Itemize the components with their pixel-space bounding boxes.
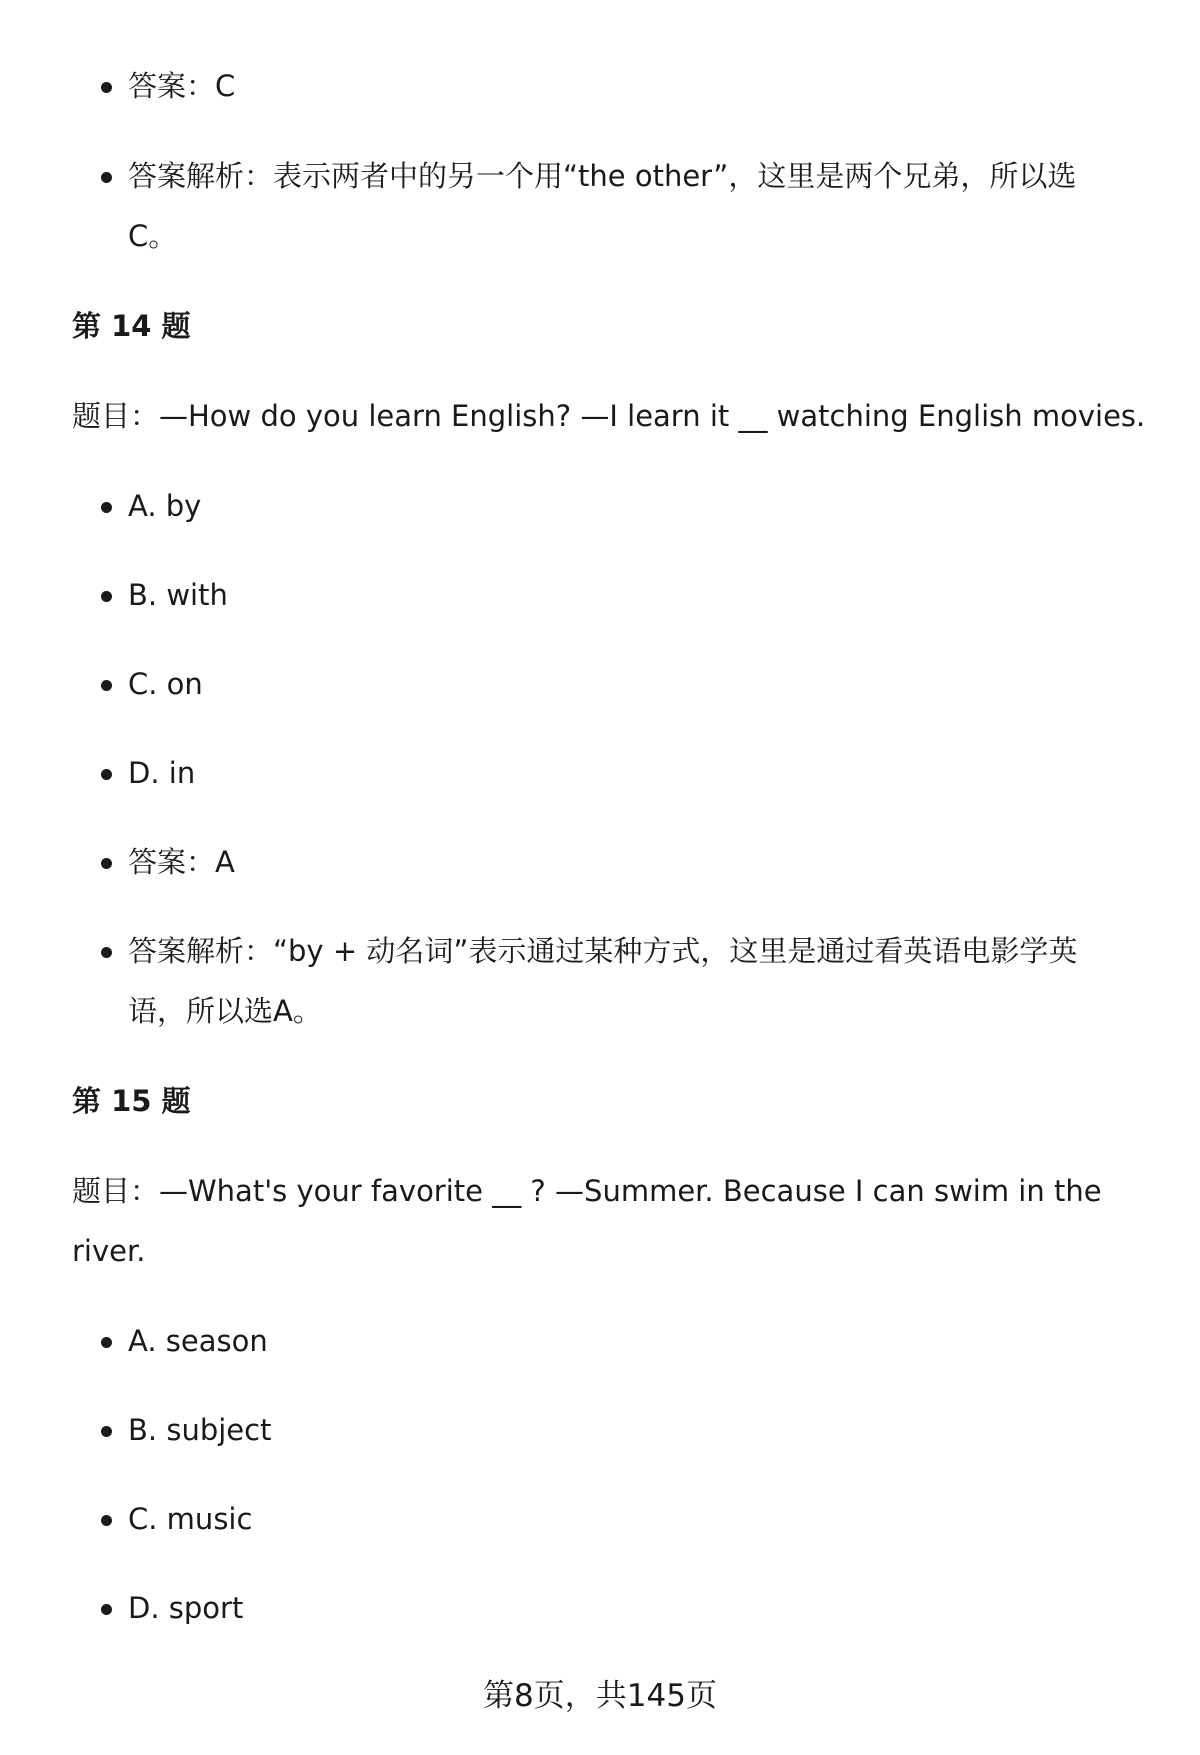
explanation-continuation: C。 [128, 219, 178, 253]
option-label: C. on [128, 667, 203, 701]
bullet-icon [101, 1604, 112, 1615]
bullet-icon [101, 172, 112, 183]
page-indicator: 第8页，共145页 [483, 1678, 717, 1714]
question-text: 题目：—How do you learn English? —I learn it __ watching English movies. [72, 399, 1146, 433]
bullet-icon [101, 1337, 112, 1348]
list-item [128, 842, 235, 882]
explanation-text: 答案解析：“by + 动名词”表示通过某种方式，这里是通过看英语电影学英 [128, 934, 1078, 968]
option-label: D. sport [128, 1591, 244, 1625]
answer-text: 答案：A [128, 845, 235, 879]
answer-text: 答案：C [128, 69, 236, 103]
option-item [128, 486, 201, 526]
question-heading: 第 15 题 [72, 1084, 191, 1118]
bullet-icon [101, 591, 112, 602]
question-heading: 第 14 题 [72, 309, 191, 343]
option-item [128, 575, 228, 615]
explanation-continuation: 语，所以选A。 [128, 994, 322, 1028]
explanation-text: 答案解析：表示两者中的另一个用“the other”，这里是两个兄弟，所以选 [128, 159, 1077, 193]
option-label: B. with [128, 578, 228, 612]
bullet-icon [101, 680, 112, 691]
bullet-icon [101, 769, 112, 780]
question-text: 题目：—What's your favorite __ ? —Summer. Because I can swim in the [72, 1174, 1102, 1208]
bullet-icon [101, 947, 112, 958]
question-continuation: river. [72, 1234, 146, 1268]
list-item [128, 66, 235, 106]
option-item [128, 1499, 252, 1539]
option-label: A. by [128, 489, 202, 523]
option-item [128, 1410, 271, 1450]
option-item [128, 1588, 243, 1628]
bullet-icon [101, 1515, 112, 1526]
bullet-icon [101, 1426, 112, 1437]
option-item [128, 1321, 268, 1361]
option-label: B. subject [128, 1413, 272, 1447]
list-item [128, 931, 1077, 971]
bullet-icon [101, 82, 112, 93]
list-item [128, 156, 1076, 196]
bullet-icon [101, 502, 112, 513]
option-label: D. in [128, 756, 196, 790]
option-label: A. season [128, 1324, 268, 1358]
option-item [128, 664, 203, 704]
bullet-icon [101, 858, 112, 869]
option-item [128, 753, 195, 793]
option-label: C. music [128, 1502, 253, 1536]
